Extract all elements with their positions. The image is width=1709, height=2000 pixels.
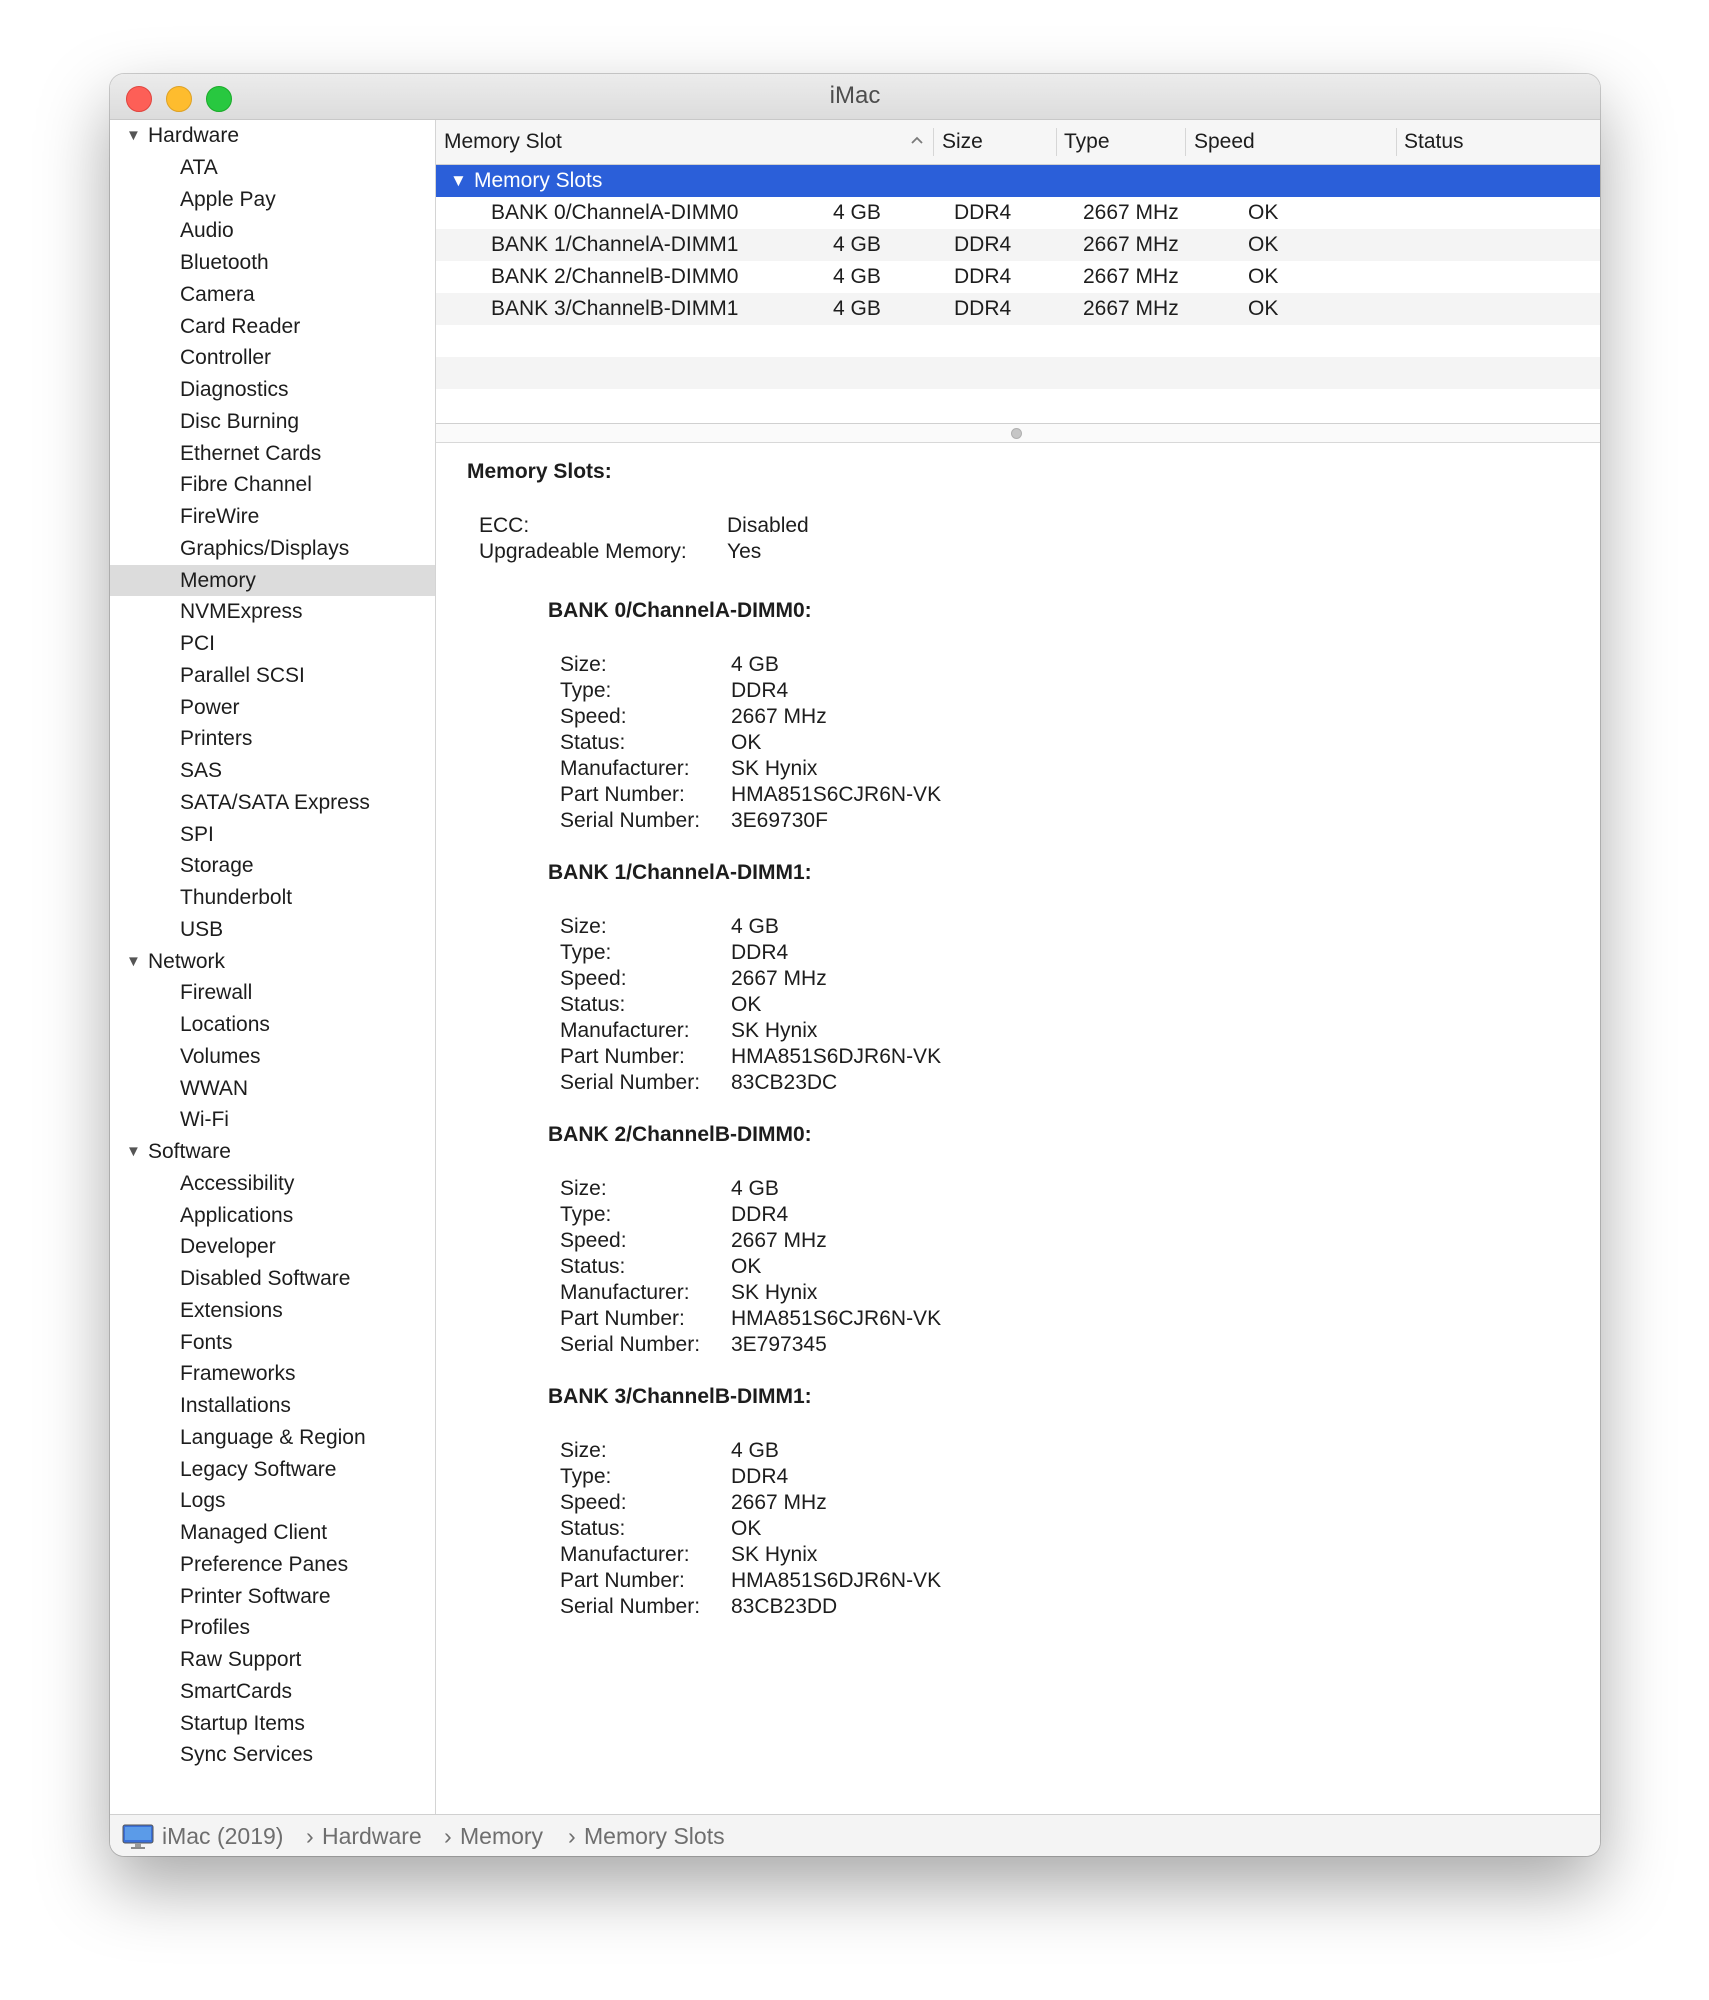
sidebar-item-spi[interactable]: SPI [180, 822, 214, 846]
detail-value: 2667 MHz [731, 1491, 827, 1514]
detail-key: Serial Number: [560, 809, 701, 832]
cell-type: DDR4 [954, 201, 1012, 224]
sidebar-item-audio[interactable]: Audio [180, 219, 234, 243]
detail-key: Type: [560, 1465, 612, 1488]
detail-key: ECC: [479, 514, 530, 537]
sidebar-item-nvmexpress[interactable]: NVMExpress [180, 600, 303, 624]
detail-value: SK Hynix [731, 1543, 818, 1566]
cell-size: 4 GB [833, 233, 881, 256]
detail-value: DDR4 [731, 941, 789, 964]
cell-slot: BANK 3/ChannelB-DIMM1 [491, 297, 739, 320]
sidebar-group-hardware[interactable] [110, 120, 435, 152]
sidebar-item-language-region[interactable]: Language & Region [180, 1425, 366, 1449]
sidebar-item-printer-software[interactable]: Printer Software [180, 1584, 331, 1608]
path-crumb[interactable]: Memory [460, 1823, 544, 1849]
chevron-right-icon: › [306, 1823, 314, 1849]
sidebar-item-memory[interactable]: Memory [110, 565, 435, 597]
bank-title: BANK 3/ChannelB-DIMM1: [548, 1385, 812, 1408]
detail-key: Status: [560, 731, 626, 754]
sidebar-item-printers[interactable]: Printers [180, 727, 253, 751]
empty-table-row [436, 389, 1600, 421]
cell-type: DDR4 [954, 265, 1012, 288]
cell-speed: 2667 MHz [1083, 265, 1179, 288]
detail-value: Disabled [727, 514, 809, 537]
detail-key: Manufacturer: [560, 757, 690, 780]
path-crumb[interactable]: Memory Slots [584, 1823, 725, 1849]
sidebar[interactable] [110, 120, 436, 1814]
column-memory-slot[interactable]: Memory Slot [444, 130, 562, 153]
detail-value: Yes [727, 540, 762, 563]
detail-key: Part Number: [560, 783, 685, 806]
sidebar-item-ethernet-cards[interactable]: Ethernet Cards [180, 441, 322, 465]
sidebar-item-firewire[interactable]: FireWire [180, 505, 260, 528]
sidebar-item-frameworks[interactable]: Frameworks [180, 1362, 296, 1386]
sidebar-item-disc-burning[interactable]: Disc Burning [180, 409, 300, 433]
sidebar-item-thunderbolt[interactable]: Thunderbolt [180, 886, 293, 909]
detail-key: Serial Number: [560, 1071, 701, 1094]
detail-key: Manufacturer: [560, 1019, 690, 1042]
cell-speed: 2667 MHz [1083, 297, 1179, 320]
disclosure-triangle-icon[interactable]: ▼ [126, 952, 141, 970]
sidebar-item-legacy-software[interactable]: Legacy Software [180, 1457, 337, 1481]
sidebar-group-label: Software [148, 1140, 231, 1163]
window-title: iMac [829, 82, 881, 109]
chevron-right-icon: › [444, 1823, 452, 1849]
sidebar-item-raw-support[interactable]: Raw Support [180, 1648, 302, 1671]
table-group-row[interactable] [436, 165, 1600, 197]
path-crumb[interactable]: iMac (2019) [162, 1823, 284, 1849]
cell-size: 4 GB [833, 201, 881, 224]
sidebar-item-profiles[interactable]: Profiles [180, 1616, 251, 1640]
table-header [436, 120, 1600, 165]
split-view-divider[interactable] [436, 423, 1600, 443]
column-status[interactable]: Status [1404, 130, 1464, 153]
group-label: Memory Slots [474, 169, 603, 192]
sidebar-item-usb[interactable]: USB [180, 917, 224, 941]
disclosure-triangle-icon[interactable]: ▼ [450, 171, 467, 190]
cell-speed: 2667 MHz [1083, 233, 1179, 256]
sidebar-item-disabled-software[interactable]: Disabled Software [180, 1267, 351, 1290]
detail-key: Size: [560, 915, 607, 938]
detail-key: Speed: [560, 967, 627, 990]
detail-key: Size: [560, 1177, 607, 1200]
detail-key: Serial Number: [560, 1595, 701, 1618]
sidebar-item-preference-panes[interactable]: Preference Panes [180, 1552, 349, 1576]
sidebar-item-smartcards[interactable]: SmartCards [180, 1679, 293, 1703]
sidebar-item-startup-items[interactable]: Startup Items [180, 1711, 305, 1735]
chevron-right-icon: › [568, 1823, 576, 1849]
detail-value: SK Hynix [731, 757, 818, 780]
sidebar-item-sas[interactable]: SAS [180, 759, 223, 782]
sidebar-group-label: Network [148, 949, 226, 973]
cell-speed: 2667 MHz [1083, 201, 1179, 224]
cell-type: DDR4 [954, 297, 1012, 320]
sidebar-item-firewall[interactable]: Firewall [180, 981, 253, 1005]
sidebar-item-graphics-displays[interactable]: Graphics/Displays [180, 536, 350, 560]
table-row[interactable] [436, 229, 1600, 261]
detail-key: Type: [560, 941, 612, 964]
detail-value: 3E797345 [731, 1333, 827, 1356]
detail-value: 4 GB [731, 1177, 779, 1200]
sidebar-item-developer[interactable]: Developer [180, 1235, 276, 1259]
sidebar-item-bluetooth[interactable]: Bluetooth [180, 251, 269, 274]
column-size[interactable]: Size [942, 130, 983, 153]
detail-value: OK [731, 993, 762, 1016]
detail-value: 4 GB [731, 1439, 779, 1462]
sidebar-item-storage[interactable]: Storage [180, 854, 254, 878]
detail-value: DDR4 [731, 1465, 789, 1488]
detail-key: Size: [560, 1439, 607, 1462]
sidebar-item-applications[interactable]: Applications [180, 1203, 294, 1227]
sidebar-item-wi-fi[interactable]: Wi-Fi [180, 1108, 229, 1132]
detail-value: SK Hynix [731, 1281, 818, 1304]
path-crumb[interactable]: Hardware [322, 1823, 422, 1849]
table-row[interactable] [436, 261, 1600, 293]
cell-status: OK [1248, 233, 1279, 256]
detail-key: Manufacturer: [560, 1543, 690, 1566]
detail-key: Upgradeable Memory: [479, 540, 687, 563]
sidebar-item-managed-client[interactable]: Managed Client [180, 1521, 328, 1544]
sidebar-item-extensions[interactable]: Extensions [180, 1298, 283, 1322]
detail-key: Speed: [560, 1491, 627, 1514]
detail-key: Size: [560, 653, 607, 676]
bank-title: BANK 1/ChannelA-DIMM1: [548, 861, 812, 884]
detail-pane [436, 442, 1600, 1814]
detail-value: 2667 MHz [731, 967, 827, 990]
cell-slot: BANK 1/ChannelA-DIMM1 [491, 233, 739, 256]
column-type[interactable]: Type [1064, 130, 1110, 153]
bank-title: BANK 0/ChannelA-DIMM0: [548, 599, 812, 622]
divider-handle-icon[interactable] [1011, 428, 1022, 439]
bank-title: BANK 2/ChannelB-DIMM0: [548, 1123, 812, 1146]
title-bar[interactable] [110, 74, 1600, 120]
memory-table[interactable] [436, 165, 1600, 423]
cell-status: OK [1248, 265, 1279, 288]
detail-value: 2667 MHz [731, 1229, 827, 1252]
path-bar [110, 1814, 1600, 1856]
detail-value: OK [731, 1255, 762, 1278]
detail-value: 83CB23DC [731, 1071, 838, 1094]
sidebar-item-sata-sata-express[interactable]: SATA/SATA Express [180, 790, 370, 814]
disclosure-triangle-icon[interactable]: ▼ [126, 127, 141, 144]
detail-value: DDR4 [731, 1203, 789, 1226]
sidebar-item-diagnostics[interactable]: Diagnostics [180, 378, 289, 401]
detail-value: HMA851S6CJR6N-VK [731, 783, 942, 806]
sidebar-group-label: Hardware [148, 124, 240, 147]
empty-table-row [436, 357, 1600, 389]
detail-key: Part Number: [560, 1307, 685, 1330]
cell-size: 4 GB [833, 265, 881, 288]
sidebar-item-installations[interactable]: Installations [180, 1394, 291, 1417]
detail-value: 83CB23DD [731, 1595, 838, 1618]
sidebar-item-controller[interactable]: Controller [180, 346, 272, 370]
column-speed[interactable]: Speed [1194, 130, 1255, 153]
imac-icon [122, 1824, 154, 1850]
sidebar-item-locations[interactable]: Locations [180, 1013, 270, 1036]
detail-key: Type: [560, 1203, 612, 1226]
sidebar-group-software[interactable] [110, 1136, 435, 1168]
sidebar-group-network[interactable] [110, 946, 435, 978]
detail-key: Manufacturer: [560, 1281, 690, 1304]
detail-value: 4 GB [731, 653, 779, 676]
detail-value: OK [731, 731, 762, 754]
detail-value: HMA851S6DJR6N-VK [731, 1045, 942, 1068]
cell-size: 4 GB [833, 297, 881, 320]
detail-key: Speed: [560, 1229, 627, 1252]
detail-key: Part Number: [560, 1045, 685, 1068]
detail-key: Speed: [560, 705, 627, 728]
detail-value: SK Hynix [731, 1019, 818, 1042]
sidebar-item-ata[interactable]: ATA [180, 155, 218, 179]
cell-slot: BANK 2/ChannelB-DIMM0 [491, 265, 739, 288]
sidebar-item-power[interactable]: Power [180, 695, 240, 719]
sidebar-item-card-reader[interactable]: Card Reader [180, 314, 301, 338]
detail-value: 2667 MHz [731, 705, 827, 728]
detail-value: DDR4 [731, 679, 789, 702]
detail-key: Serial Number: [560, 1333, 701, 1356]
detail-key: Type: [560, 679, 612, 702]
detail-value: 4 GB [731, 915, 779, 938]
cell-slot: BANK 0/ChannelA-DIMM0 [491, 201, 739, 224]
sidebar-item-logs[interactable]: Logs [180, 1489, 226, 1513]
sidebar-item-camera[interactable]: Camera [180, 282, 255, 306]
detail-value: 3E69730F [731, 809, 828, 832]
system-information-window [110, 74, 1600, 1856]
sort-ascending-icon[interactable] [909, 130, 925, 150]
main-pane [436, 120, 1600, 1814]
detail-key: Status: [560, 1255, 626, 1278]
cell-status: OK [1248, 201, 1279, 224]
detail-value: HMA851S6DJR6N-VK [731, 1569, 942, 1592]
detail-value: OK [731, 1517, 762, 1540]
sidebar-item-pci[interactable]: PCI [180, 632, 216, 655]
sidebar-item-accessibility[interactable]: Accessibility [180, 1171, 295, 1195]
detail-value: HMA851S6CJR6N-VK [731, 1307, 942, 1330]
cell-type: DDR4 [954, 233, 1012, 256]
sidebar-item-sync-services[interactable]: Sync Services [180, 1743, 314, 1767]
detail-key: Status: [560, 993, 626, 1016]
empty-table-row [436, 325, 1600, 357]
detail-title: Memory Slots: [467, 460, 612, 483]
sidebar-item-fonts[interactable]: Fonts [180, 1330, 233, 1354]
disclosure-triangle-icon[interactable]: ▼ [126, 1143, 141, 1160]
sidebar-item-wwan[interactable]: WWAN [180, 1076, 249, 1100]
sidebar-item-parallel-scsi[interactable]: Parallel SCSI [180, 663, 305, 687]
sidebar-item-fibre-channel[interactable]: Fibre Channel [180, 473, 312, 497]
cell-status: OK [1248, 297, 1279, 320]
detail-key: Part Number: [560, 1569, 685, 1592]
sidebar-item-volumes[interactable]: Volumes [180, 1044, 261, 1068]
detail-key: Status: [560, 1517, 626, 1540]
sidebar-item-apple-pay[interactable]: Apple Pay [180, 187, 276, 211]
table-row[interactable] [436, 293, 1600, 325]
table-row[interactable] [436, 197, 1600, 229]
